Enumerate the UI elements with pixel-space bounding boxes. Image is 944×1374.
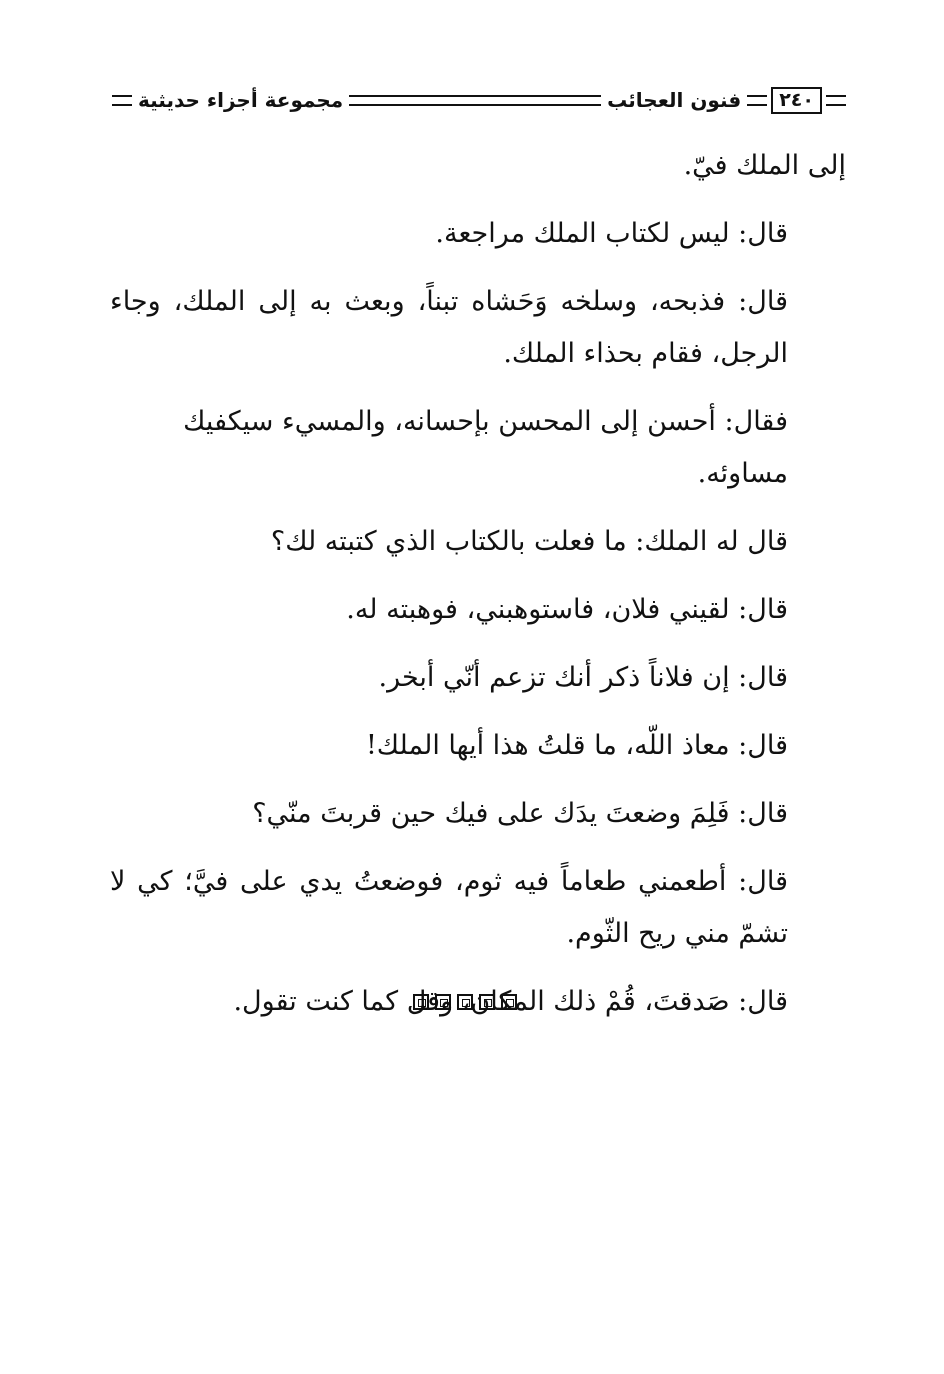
page-number: ٢٤٠ [771, 87, 822, 114]
header-rule-right [826, 95, 846, 106]
double-square-icon [501, 994, 517, 1010]
paragraph: قال: أطعمني طعاماً فيه ثوم، فوضعتُ يدي على فيَّ؛ كي لا تشمّ مني ريح الثّوم. [110, 866, 788, 949]
header-rule-long [349, 95, 601, 106]
paragraph: قال: معاذ اللّه، ما قلتُ هذا أيها الملك! [365, 730, 788, 761]
paragraph: قال: صَدقتَ، قُمْ ذلك المكان، وقل كما كنت تقول. [233, 986, 788, 1017]
header-rule-mid-short [747, 95, 767, 106]
paragraph: قال: إن فلاناً ذكر أنك تزعم أنّي أبخر. [378, 662, 788, 693]
page-body [110, 140, 846, 1028]
paragraph: قال: ليس لكتاب الملك مراجعة. [435, 218, 788, 249]
double-square-icon [479, 994, 495, 1010]
end-ornament [413, 994, 517, 1010]
paragraph: قال: فذبحه، وسلخه وَحَشاه تبناً، وبعث به إلى الملك، وجاء الرجل، فقام بحذاء الملك. [110, 286, 788, 369]
double-square-icon [413, 994, 429, 1010]
book-title: مجموعة أجزاء حديثية [138, 88, 344, 112]
paragraph: قال: فَلِمَ وضعتَ يدَك على فيك حين قربتَ منّي؟ [252, 798, 788, 829]
paragraph: قال له الملك: ما فعلت بالكتاب الذي كتبته لك؟ [270, 526, 788, 557]
double-square-icon [435, 994, 451, 1010]
paragraph: قال: لقيني فلان، فاستوهبني، فوهبته له. [346, 594, 788, 625]
double-square-icon [457, 994, 473, 1010]
running-header [108, 78, 850, 122]
paragraph: فقال: أحسن إلى المحسن بإحسانه، والمسيء سيكفيك مساوئه. [183, 406, 788, 489]
section-title: فنون العجائب [607, 88, 742, 112]
paragraph: إلى الملك فيّ. [683, 150, 846, 181]
header-rule-left [112, 95, 132, 106]
